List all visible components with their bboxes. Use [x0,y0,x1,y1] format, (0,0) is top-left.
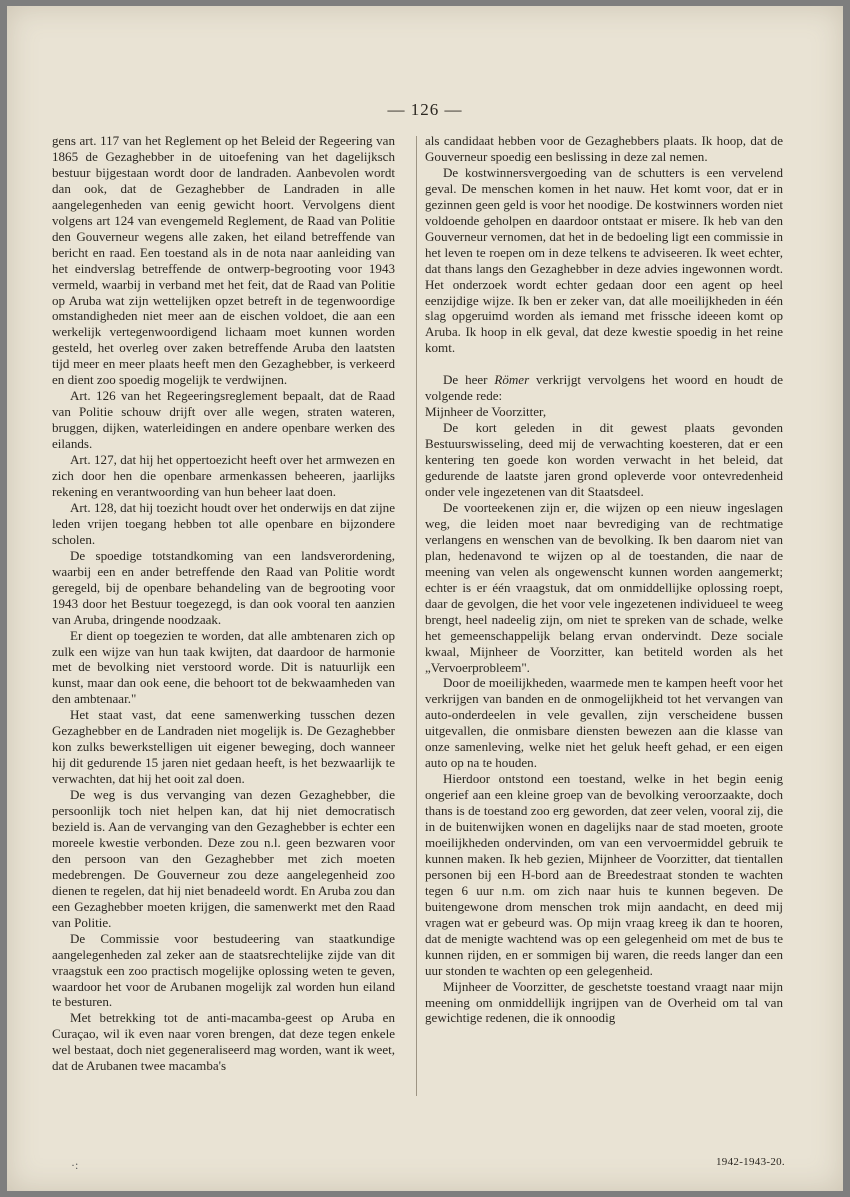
paragraph: Hierdoor ontstond een toestand, welke in het begin eenig ongerief aan een kleine groep van de bevolking veroorzaakte, doch thans is de toestand zoo erg geworden, dat zeer velen, vooral zij, die in de buitenwijken wonen en dagelijks naar de stad moeten, groote moeilijkheden ondervinden, om van een vervoermiddel gebruik te kunnen maken. Ik heb gezien, Mijnheer de Voorzitter, dat tientallen personen bij een H-bord aan de Breedestraat stonden te wachten tegen 6 uur n.m. om zich naar huis te kunnen begeven. De buitengewone drom menschen trok mijn aandacht, en deed mij vragen wat er gebeurd was. Op mijn vraag kreeg ik dan te hooren, dat de menigte wachtend was op een gelegenheid om met de bus te kunnen rijden, en er sommigen bij waren, die reeds langer dan een uur stonden te wachten op een gelegenheid. [425,771,783,978]
page-number: — 126 — [387,100,463,119]
paragraph: De kort geleden in dit gewest plaats gevonden Bestuurswisseling, deed mij de verwachting koesteren, dat er een kentering ten goede kon worden verwacht in het beleid, dat gedurende de laatste jaren grond opleverde voor ontevredenheid onder vele ingezetenen van dit Staatsdeel. [425,420,783,500]
footer-mark: ·: [71,1158,79,1172]
paragraph: De spoedige totstandkoming van een landsverordening, waarbij een en ander betreffende den Raad van Politie wordt geregeld, bij de openbare behandeling van de begrooting voor 1943 door het Bestuur toegezegd, is dan ook vooral ten aanzien van Aruba, dringende noodzaak. [52,547,395,627]
paragraph: als candidaat hebben voor de Gezaghebbers plaats. Ik hoop, dat de Gouverneur spoedig een beslissing in deze zal nemen. [425,133,783,164]
paragraph: De weg is dus vervanging van dezen Gezaghebber, die persoonlijk toch niet helpen kan, dat hij niet democratisch bezield is. Aan de vervanging van den Gezaghebber is echter een moreele kwestie verbonden. Deze zou n.l. geen bezwaren voor den persoon van den Gezaghebber met zich moeten medebrengen. De Gouverneur zou deze aangelegenheid zoo dienen te regelen, dat hij niet benadeeld wordt. En Aruba zou dan een Gezaghebber moeten krijgen, die samenwerkt met den Raad van Politie. [52,787,395,930]
document-page [7,6,843,1191]
paragraph: De Commissie voor bestudeering van staatkundige aangelegenheden zal zeker aan de staatsrechtelijke zijde van dit vraagstuk een zoo practisch mogelijke oplossing weten te geven, waardoor het voor de Arubanen mogelijk zal worden hun eiland te besturen. [52,930,395,1010]
paragraph: De kostwinnersvergoeding van de schutters is een vervelend geval. De menschen komen in het nauw. Het komt voor, dat er in gezinnen geen geld is voor het noodige. De kostwinners worden niet voldoende geholpen en daardoor ontstaat er misere. Ik heb van den Gouverneur vernomen, dat het in de bedoeling ligt een commissie in het leven te roepen om in deze telkens te adviseeren. Ik weet echter, dat thans langs den Gezaghebber in deze advies ingewonnen wordt. Het onderzoek wordt echter gedaan door een agent op heel eenzijdige wijze. Ik ben er zeker van, dat alle moeilijkheden in één slag opgeruimd worden als iemand met frissche ideeen komt op Aruba. Ik hoop in elk geval, dat deze kwestie spoedig in het reine komt. [425,164,783,356]
paragraph: Er dient op toegezien te worden, dat alle ambtenaren zich op zulk een wijze van hun taak kwijten, dat daardoor de harmonie met de bevolking niet verstoord worde. Dit is natuurlijk een kunst, maar dan ook eene, die behoort tot de bekwaamheden van den ambtenaar." [52,627,395,707]
paragraph: Het staat vast, dat eene samenwerking tusschen dezen Gezaghebber en de Landraden niet mogelijk is. De Gezaghebber kon zulks bewerkstelligen uit eigener beweging, doch wanneer hij dit gedurende 15 jaren niet gedaan heeft, is het bezwaarlijk te verwachten, dat hij het ooit zal doen. [52,707,395,787]
footer-reference: 1942-1943-20. [716,1156,785,1168]
speaker-name: Römer [494,372,530,388]
paragraph: Art. 126 van het Regeeringsreglement bepaalt, dat de Raad van Politie schouw drijft over alle wegen, straten wateren, bruggen, dijken, waterleidingen en andere openbare werken des eilands. [52,388,395,452]
paragraph: Art. 127, dat hij het oppertoezicht heeft over het armwezen en zich door hen die openbare armenkassen beheeren, jaarlijks rekening en verantwoording van hun beheer laat doen. [52,452,395,499]
paragraph: Met betrekking tot de anti-macamba-geest op Aruba en Curaçao, wil ik even naar voren brengen, dat deze tegen enkele wel bestaat, doch niet gegeneraliseerd mag worden, want ik weet, dat de Arubanen twee macamba's [52,1010,395,1074]
right-column [425,133,783,1026]
salutation: Mijnheer de Voorzitter, [425,404,547,420]
paragraph: Door de moeilijkheden, waarmede men te kampen heeft voor het verkrijgen van banden en de onmogelijkheid tot het vervangen van auto-onderdeelen in vele gevallen, zijn verscheidene bussen uitgevallen, die onmisbare diensten bewezen aan die klasse van onze samenleving, welke niet het geluk heeft gehad, er een eigen auto op na te houden. [425,675,783,771]
paragraph: gens art. 117 van het Reglement op het Beleid der Regeering van 1865 de Gezaghebber in de uitoefening van het dagelijksch bestuur bijgestaan wordt door de landraden. Aanbevolen wordt dan ook, dat de Gezaghebber de Landraden in alle aangelegenheden van eenig gewicht hoort. Vervolgens dient volgens art 124 van evengemeld Reglement, de Raad van Politie den Gouverneur wegens alle zaken, het eiland betreffende van bericht en raad. Een toestand als in de nota naar aanleiding van het eindverslag betreffende de ontwerp-begrooting voor 1943 vermeld, waarbij in verband met het feit, dat de Raad van Politie op Aruba wat zijn wettelijken opzet betreft in de tegenwoordige omstandigheden niet meer aan de eischen voldoet, die aan een werkelijk vertegenwoordigend lichaam moet kunnen worden gesteld, het overleg over zaken betreffende Aruba den laatsten tijd meer en meer plaats heeft men den Gezaghebber, is verkeerd en dient zoo spoedig mogelijk te verdwijnen. [52,133,395,388]
paragraph: Mijnheer de Voorzitter, de geschetste toestand vraagt naar mijn meening om onmiddellijk ingrijpen van de Overheid om tal van gewichtige redenen, die ik onnoodig [425,978,783,1026]
paragraph: Art. 128, dat hij toezicht houdt over het onderwijs en dat zijne leden vrijen toegang hebben tot alle openbare en bijzondere scholen. [52,499,395,547]
speaker-intro-before: De heer [443,372,495,388]
speaker-intro [425,372,783,404]
paragraph: De voorteekenen zijn er, die wijzen op een nieuw ingeslagen weg, die leiden moet naar bevrediging van de rechtmatige verlangens en wenschen van de bevolking. Ik ben daarom niet van plan, hedenavond te wijzen op al de toestanden, die naar de meening van velen als ongewenscht kunnen worden aangemerkt; echter is er één vraagstuk, dat om onmiddellijke oplossing roept, daar de gevolgen, die het voor vele ingezetenen individueel te weeg brengt, heel nadeelig zijn, om niet te spreken van de schade, welke het gemeenschappelijk belang ervan ondervindt. Deze sociale kwaal, Mijnheer de Voorzitter, kan betiteld worden als het „Vervoerprobleem". [425,499,783,675]
speaker-intro-after: verkrijgt vervolgens het woord en houdt de volgende rede: [425,372,783,404]
left-column [52,133,395,1074]
column-divider [416,136,417,1096]
